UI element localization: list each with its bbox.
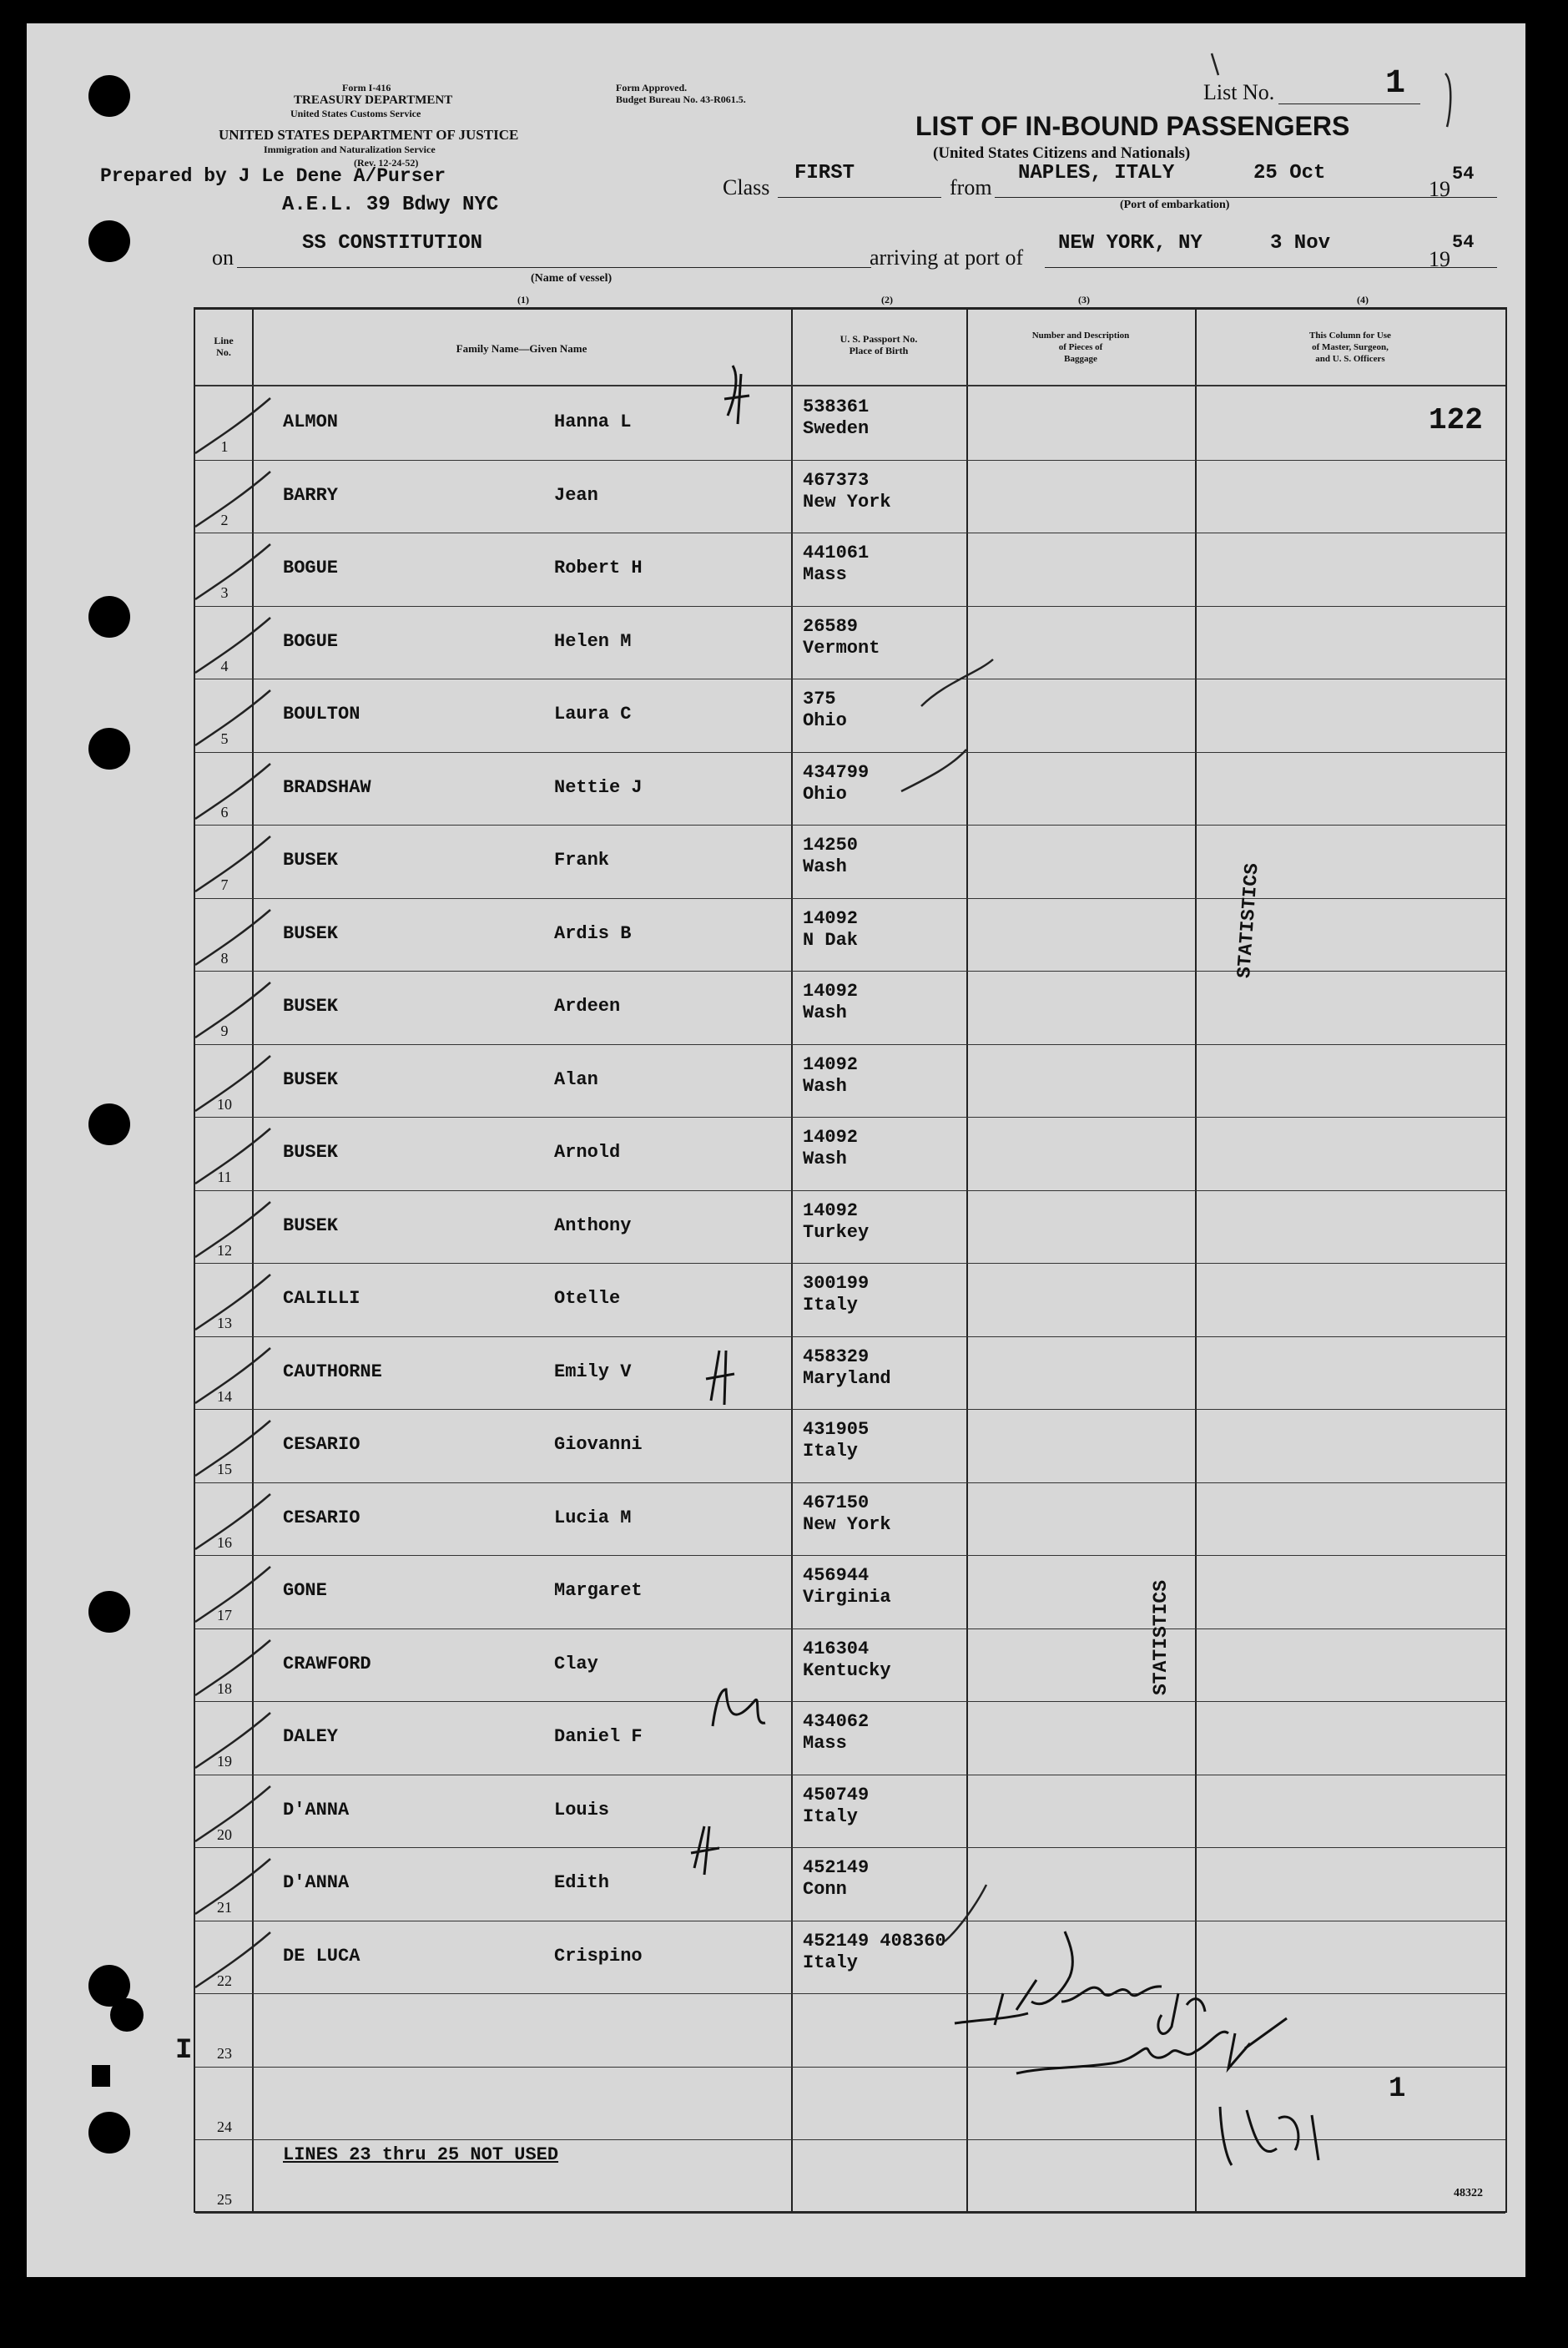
list-no-label: List No. [1203, 80, 1275, 104]
dept-treasury: TREASURY DEPARTMENT [294, 93, 453, 107]
line-number: 10 [217, 1095, 232, 1113]
col-head-line: Line No. [214, 335, 234, 358]
given-name: Margaret [554, 1580, 643, 1601]
passport-number: 467373 [803, 469, 870, 491]
line-number: 20 [217, 1825, 232, 1843]
passport-number: 452149 408360 [803, 1930, 946, 1952]
depart-date: 25 Oct [1253, 162, 1326, 184]
list-no-value: 1 [1385, 65, 1406, 103]
arrival-year: 54 [1452, 232, 1475, 253]
passport-number: 467150 [803, 1492, 870, 1513]
col-head-baggage: Number and Description of Pieces of Baggage [1031, 331, 1130, 364]
passport-number: 458329 [803, 1346, 870, 1367]
place-of-birth: Ohio [803, 710, 847, 731]
family-name: BUSEK [283, 1214, 339, 1236]
family-name: CESARIO [283, 1434, 360, 1455]
form-approved: Form Approved. [616, 82, 688, 93]
line-number: 1 [220, 438, 229, 455]
family-name: GONE [283, 1580, 327, 1601]
place-of-birth: Ohio [803, 783, 847, 805]
given-name: Edith [554, 1872, 610, 1893]
place-of-birth: Mass [803, 1733, 847, 1754]
class-label: Class [723, 175, 770, 199]
embark-port: NAPLES, ITALY [1018, 162, 1175, 184]
family-name: BUSEK [283, 850, 339, 871]
place-of-birth: Italy [803, 1952, 859, 1973]
passenger-count: 122 [1429, 403, 1483, 437]
col-num-1: (1) [517, 294, 529, 305]
document-page [27, 23, 1525, 2277]
list-title: LIST OF IN-BOUND PASSENGERS [915, 111, 1350, 141]
lines-not-used-note: LINES 23 thru 25 NOT USED [283, 2144, 559, 2165]
line-number: 21 [217, 1899, 232, 1916]
family-name: D'ANNA [283, 1799, 350, 1820]
depart-year: 54 [1452, 164, 1475, 184]
place-of-birth: Vermont [803, 637, 880, 659]
place-of-birth: Wash [803, 1149, 847, 1169]
place-of-birth: Wash [803, 856, 847, 877]
line-number: 24 [217, 2118, 232, 2135]
line-number: 13 [217, 1315, 232, 1331]
arrival-port: NEW YORK, NY [1058, 232, 1202, 255]
form-number: Form I-416 [342, 82, 391, 93]
place-of-birth: Conn [803, 1879, 847, 1900]
passport-number: 14092 [803, 1053, 859, 1075]
vessel-name: SS CONSTITUTION [302, 232, 483, 255]
customs-service: United States Customs Service [290, 108, 421, 119]
prepared-address: A.E.L. 39 Bdwy NYC [282, 194, 499, 216]
given-name: Helen M [554, 630, 632, 652]
arriving-label: arriving at port of [870, 245, 1024, 270]
vessel-label: (Name of vessel) [531, 272, 613, 285]
col-head-name: Family Name—Given Name [456, 342, 587, 355]
place-of-birth: N Dak [803, 929, 859, 951]
given-name: Clay [554, 1653, 598, 1674]
col-num-2: (2) [881, 294, 893, 305]
handwritten-mark-2: I [175, 2035, 193, 2067]
line-number: 11 [217, 1169, 232, 1185]
handwritten-marks [27, 23, 1525, 2277]
given-name: Otelle [554, 1288, 621, 1309]
given-name: Nettie J [554, 776, 643, 798]
line-number: 5 [220, 730, 229, 747]
on-label: on [212, 245, 234, 270]
given-name: Frank [554, 850, 610, 871]
family-name: CAUTHORNE [283, 1361, 382, 1382]
passport-number: 450749 [803, 1784, 870, 1805]
given-name: Laura C [554, 704, 632, 725]
family-name: BUSEK [283, 922, 339, 944]
handwritten-mark-1: 1 [1389, 2073, 1406, 2105]
passport-number: 14092 [803, 1127, 859, 1148]
line-number: 18 [217, 1679, 232, 1697]
given-name: Giovanni [554, 1434, 643, 1455]
given-name: Alan [554, 1068, 598, 1090]
family-name: CESARIO [283, 1507, 360, 1528]
passport-number: 456944 [803, 1565, 870, 1586]
family-name: D'ANNA [283, 1872, 350, 1893]
given-name: Ardeen [554, 996, 621, 1017]
place-of-birth: Italy [803, 1295, 859, 1315]
place-of-birth: Wash [803, 1002, 847, 1023]
given-name: Arnold [554, 1142, 621, 1163]
passport-number: 26589 [803, 615, 859, 637]
family-name: BRADSHAW [283, 776, 371, 798]
given-name: Lucia M [554, 1507, 632, 1528]
place-of-birth: Virginia [803, 1587, 891, 1608]
col-num-4: (4) [1357, 294, 1369, 305]
given-name: Jean [554, 484, 598, 506]
prepared-by: Prepared by J Le Dene A/Purser [100, 165, 446, 187]
line-number: 12 [217, 1241, 232, 1259]
line-number: 17 [217, 1607, 232, 1623]
place-of-birth: Italy [803, 1441, 859, 1462]
dept-justice: UNITED STATES DEPARTMENT OF JUSTICE [219, 127, 519, 143]
arrival-year-prefix: 19 [1429, 247, 1450, 271]
line-number: 14 [217, 1387, 232, 1405]
place-of-birth: Maryland [803, 1367, 891, 1389]
place-of-birth: Turkey [803, 1221, 870, 1243]
list-subtitle: (United States Citizens and Nationals) [933, 144, 1191, 162]
line-number: 19 [217, 1753, 232, 1770]
family-name: BUSEK [283, 1142, 339, 1163]
form-code: 48322 [1454, 2187, 1483, 2199]
line-number: 16 [217, 1533, 232, 1551]
family-name: BOGUE [283, 630, 339, 652]
class-value: FIRST [794, 162, 855, 184]
given-name: Crispino [554, 1945, 643, 1967]
family-name: CRAWFORD [283, 1653, 371, 1674]
given-name: Louis [554, 1799, 610, 1820]
given-name: Anthony [554, 1214, 632, 1236]
place-of-birth: Wash [803, 1075, 847, 1097]
place-of-birth: Italy [803, 1805, 859, 1827]
family-name: ALMON [283, 412, 339, 432]
line-number: 7 [220, 876, 229, 893]
line-number: 9 [220, 1023, 229, 1039]
family-name: DALEY [283, 1726, 339, 1747]
passport-number: 538361 [803, 396, 870, 417]
ins-service: Immigration and Naturalization Service [264, 144, 436, 155]
col-num-3: (3) [1078, 294, 1090, 305]
from-label: from [950, 175, 992, 199]
budget-bureau: Budget Bureau No. 43-R061.5. [616, 93, 746, 105]
statistics-stamp: STATISTICS [1233, 862, 1263, 979]
place-of-birth: Sweden [803, 418, 870, 439]
place-of-birth: Kentucky [803, 1659, 891, 1681]
passport-number: 14092 [803, 1199, 859, 1221]
line-number: 23 [217, 2045, 232, 2062]
depart-year-prefix: 19 [1429, 177, 1450, 201]
given-name: Hanna L [554, 412, 632, 432]
line-number: 8 [220, 949, 229, 967]
line-number: 22 [217, 1972, 232, 1989]
revision: (Rev. 12-24-52) [354, 157, 419, 169]
given-name: Emily V [554, 1361, 632, 1382]
line-number: 4 [220, 657, 229, 674]
family-name: BUSEK [283, 996, 339, 1017]
passport-number: 14250 [803, 835, 859, 856]
passport-number: 14092 [803, 981, 859, 1002]
port-embark-label: (Port of embarkation) [1120, 199, 1230, 211]
family-name: BARRY [283, 484, 339, 506]
col-head-passport: U. S. Passport No. Place of Birth [839, 333, 918, 356]
passport-number: 434799 [803, 761, 870, 783]
family-name: DE LUCA [283, 1945, 360, 1967]
line-number: 3 [220, 584, 229, 601]
passport-number: 441061 [803, 543, 870, 563]
family-name: BUSEK [283, 1068, 339, 1090]
place-of-birth: New York [803, 1513, 891, 1535]
passport-number: 416304 [803, 1638, 870, 1659]
given-name: Ardis B [554, 922, 632, 944]
family-name: BOULTON [283, 704, 360, 725]
arrival-date: 3 Nov [1270, 232, 1331, 255]
col-head-officers: This Column for Use of Master, Surgeon, and U. S. Officers [1309, 331, 1391, 364]
passport-number: 431905 [803, 1419, 870, 1440]
passport-number: 14092 [803, 907, 859, 929]
passport-number: 452149 [803, 1857, 870, 1878]
family-name: BOGUE [283, 558, 339, 578]
place-of-birth: Mass [803, 564, 847, 585]
line-number: 2 [220, 511, 229, 528]
statistics-stamp: STATISTICS [1150, 1579, 1172, 1695]
line-number: 25 [217, 2191, 232, 2208]
passport-number: 375 [803, 689, 836, 709]
family-name: CALILLI [283, 1288, 360, 1309]
passport-number: 434062 [803, 1711, 870, 1732]
passport-number: 300199 [803, 1273, 870, 1294]
given-name: Daniel F [554, 1726, 643, 1747]
line-number: 15 [217, 1461, 232, 1477]
place-of-birth: New York [803, 491, 891, 513]
given-name: Robert H [554, 558, 643, 578]
line-number: 6 [220, 803, 229, 821]
